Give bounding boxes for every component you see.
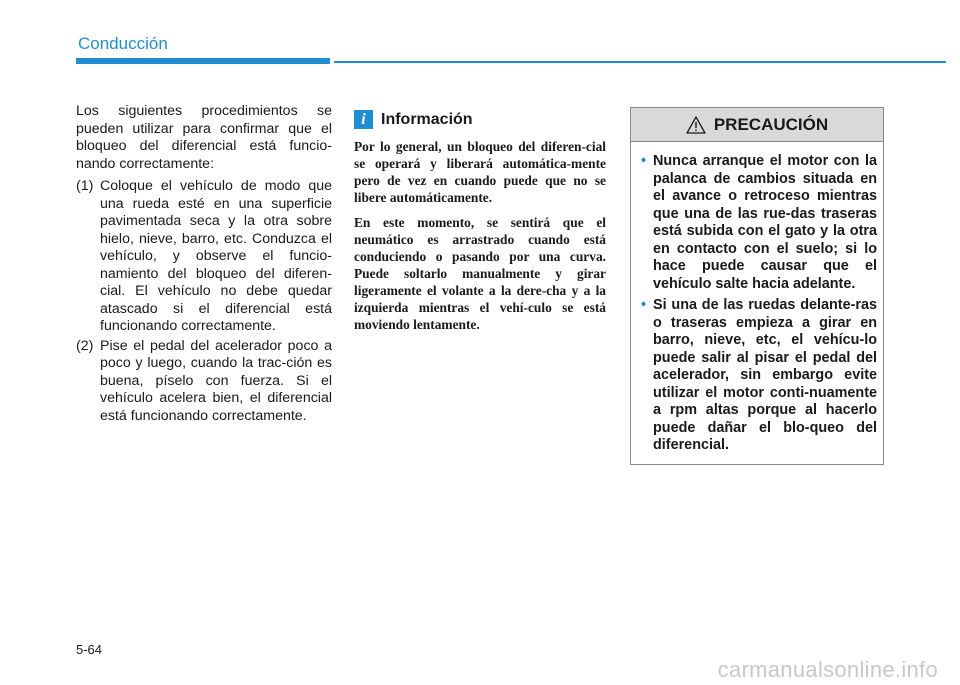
bullet-text: Nunca arranque el motor con la palanca de cambios situada en el avance o retroceso mientras que una de las rue-das traseras está subida con el gato y la otra en contacto con el suelo; si lo hace puede causar que el vehículo salte hacia adelante. [653,153,877,292]
caution-header [631,108,883,142]
caution-bullet [641,297,877,455]
step-text: Pise el pedal del acelerador poco a poco y luego, cuando la trac-ción es buena, píselo con fuerza. Si el vehículo acelera bien, el diferencial está funcionando correctamente. [100,337,332,424]
bullet-dot: • [641,153,647,169]
bullet-text: Si una de las ruedas delante-ras o traseras empieza a girar en barro, nieve, etc, el vehícu-lo puede salir al pisar el pedal del acelerador, sin embargo evite utilizar el motor conti-nuamente a rpm altas porque al hacerlo puede dañar el blo-queo del diferencial. [653,297,877,453]
step-number: (2) [76,337,94,354]
caution-body [631,142,883,455]
step-number: (1) [76,178,94,194]
info-paragraph: Por lo general, un bloqueo del diferen-cial se operará y liberará automática-mente pero de vez en cuando puede que no se libere automáticamente. [354,139,606,205]
info-paragraph: En este momento, se sentirá que el neumático es arrastrado cuando está conduciendo o pasando por una curva. Puede soltarlo manualmente y girar ligeramente el volante a la dere-cha y a la izquierda mientras el vehí-culo se está moviendo lentamente. [354,215,606,332]
bullet-dot: • [641,297,647,313]
procedure-column [76,103,332,427]
caution-bullet [641,153,877,293]
warning-triangle-icon [686,116,706,134]
page-number: 5-64 [76,642,103,657]
section-title: Conducción [78,34,168,53]
caution-title: PRECAUCIÓN [713,114,829,134]
caution-box [630,107,884,465]
header-rule-thin [334,61,946,63]
info-title: Información [381,110,473,128]
watermark: carmanualsonline.info [717,657,938,682]
procedure-step [76,178,332,336]
procedure-intro: Los siguientes procedimientos se pueden utilizar para confirmar que el bloqueo del diferencial está funcio-nando correctamente: [76,103,332,172]
info-icon: i [354,110,373,129]
info-header [354,110,473,129]
info-body [354,138,606,341]
header-rule-thick [76,58,330,64]
procedure-step [76,338,332,426]
step-text: Coloque el vehículo de modo que una rueda esté en una superficie pavimentada seca y la otra sobre hielo, nieve, barro, etc. Conduzca el vehículo, y observe el funcio-namiento del bloqueo del diferen-cial. El vehículo no debe quedar atascado si el diferencial está funcionando correctamente. [100,178,332,334]
